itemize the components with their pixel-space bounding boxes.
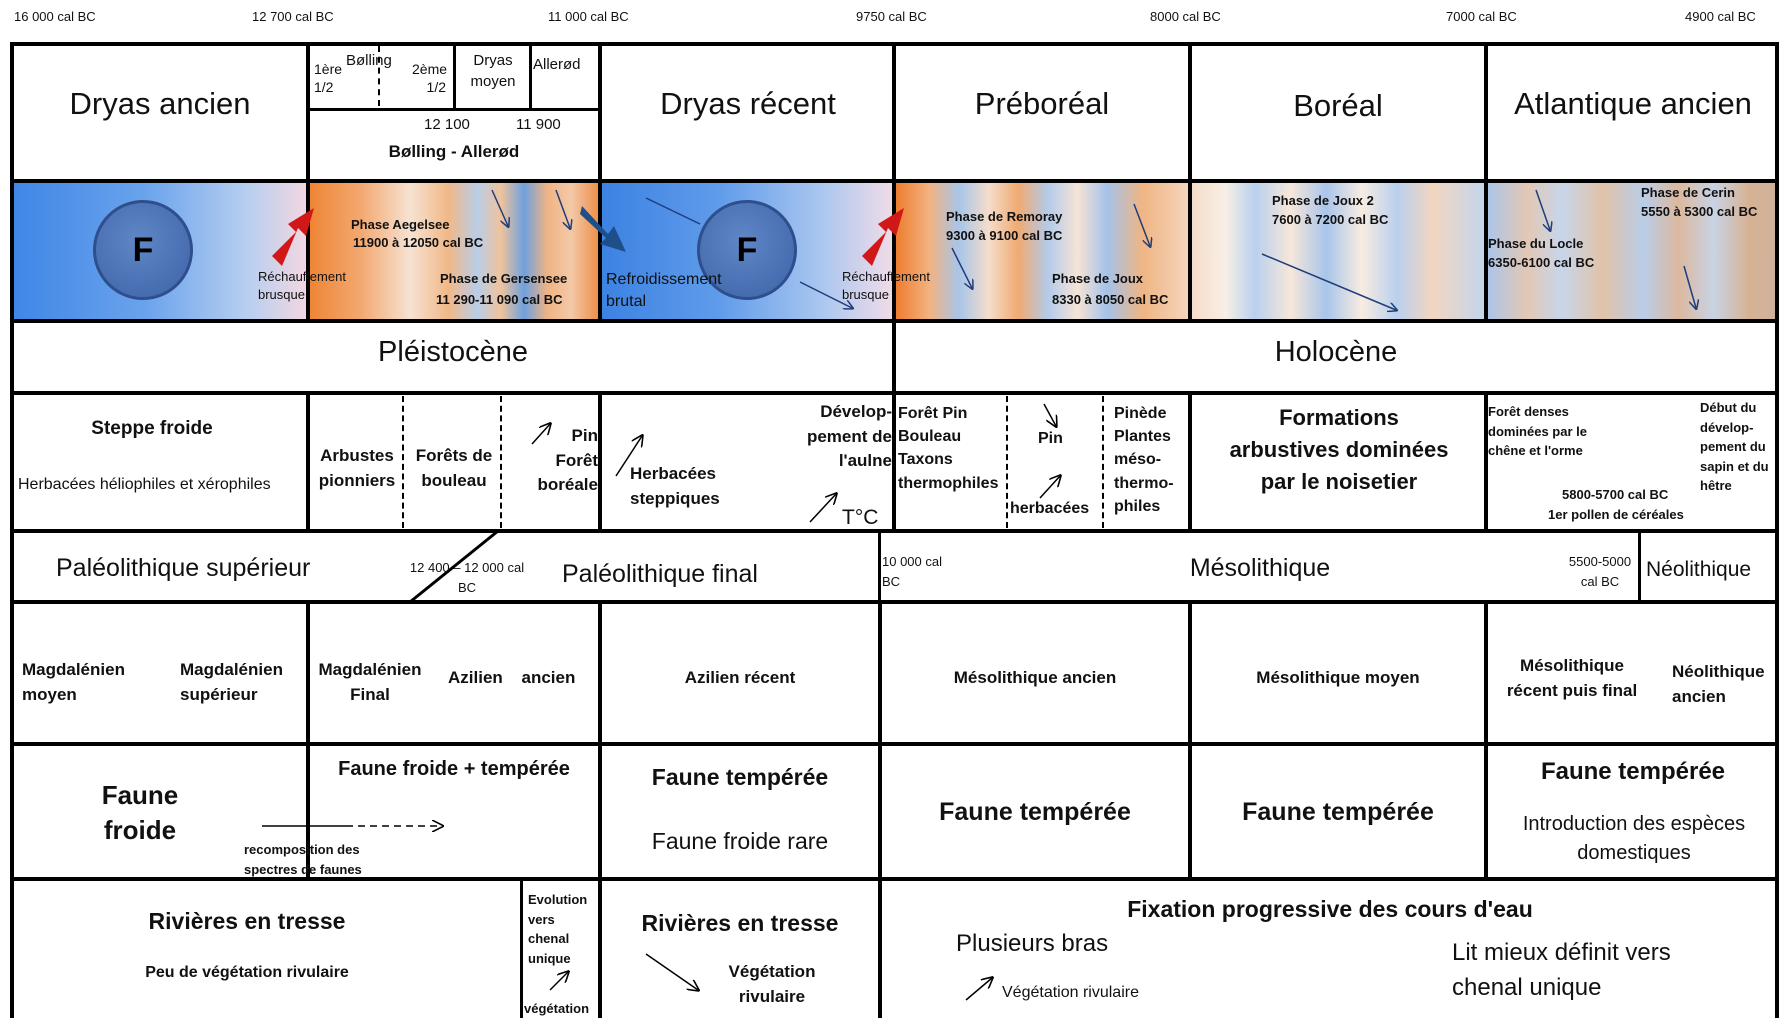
warming-arrow-2 bbox=[862, 208, 904, 266]
period-allerod: Allerød bbox=[533, 56, 581, 73]
phase-locle: Phase du Locle bbox=[1488, 236, 1584, 251]
faune-froide: Faune froide bbox=[101, 780, 179, 846]
gersensee-dates: 11 290-11 090 cal BC bbox=[436, 292, 563, 307]
culture-neolithique: Néolithique bbox=[1646, 558, 1752, 581]
falling-arrow bbox=[1044, 404, 1056, 426]
refroidissement: Refroidissement brutal bbox=[606, 271, 722, 311]
phase-remoray: Phase de Remoray bbox=[946, 209, 1063, 224]
rising-arrow bbox=[810, 494, 836, 522]
epoch-pleistocene: Pléistocène bbox=[378, 336, 528, 368]
bolling-second-half: 2ème 1/2 bbox=[412, 61, 448, 96]
date-12700: 12 700 cal BC bbox=[252, 9, 334, 24]
faune-recomposition: recomposition des spectres de faunes bbox=[244, 842, 362, 878]
ind-magd-sup: Magdalénien supérieur bbox=[180, 660, 283, 704]
phase-gersensee: Phase de Gersensee bbox=[440, 271, 568, 286]
date-9750: 9750 cal BC bbox=[856, 9, 927, 24]
rising-arrow bbox=[1040, 476, 1060, 498]
faune-temperee-4: Faune tempérée bbox=[1540, 758, 1726, 785]
thin-arrow bbox=[1262, 254, 1396, 310]
faune-temperee-3: Faune tempérée bbox=[1242, 798, 1434, 826]
cerin-dates: 5550 à 5300 cal BC bbox=[1641, 204, 1758, 219]
rechauffement-2: Réchauffement brusque bbox=[842, 269, 930, 302]
riviere-arrow bbox=[646, 954, 698, 990]
joux-dates: 8330 à 8050 cal BC bbox=[1052, 292, 1169, 307]
phase-aegelsee: Phase Aegelsee bbox=[351, 217, 450, 232]
culture-mesolithique: Mésolithique bbox=[1189, 554, 1331, 582]
thin-arrow bbox=[1684, 266, 1696, 308]
date-16000: 16 000 cal BC bbox=[14, 9, 96, 24]
bolling-first-half: 1ère 1/2 bbox=[314, 61, 343, 96]
veg-steppe: Steppe froide bbox=[91, 418, 213, 439]
warming-arrow-1 bbox=[272, 208, 314, 266]
thin-arrow bbox=[556, 190, 570, 228]
thin-arrow bbox=[646, 198, 700, 224]
f-symbol-1: F bbox=[93, 200, 193, 300]
riv-veg-rivulaire-small: Végétation rivulaire bbox=[1002, 984, 1139, 1001]
veg-formations: Formations arbustives dominées par le noisetier bbox=[1229, 405, 1449, 494]
thin-arrow bbox=[952, 248, 972, 288]
veg-pinede: Pinède Plantes méso- thermo- philes bbox=[1114, 405, 1174, 515]
riv-tresse-1: Rivières en tresse bbox=[148, 908, 346, 934]
period-preboreal: Préboréal bbox=[974, 86, 1110, 121]
veg-cereales: 1er pollen de céréales bbox=[1548, 507, 1684, 522]
rechauffement-1: Réchauffement brusque bbox=[258, 269, 346, 302]
veg-forets-denses: Forêt denses dominées par le chêne et l'orme bbox=[1488, 404, 1587, 458]
veg-herbacees-helio: Herbacées héliophiles et xérophiles bbox=[18, 476, 271, 493]
thin-arrow bbox=[1134, 204, 1150, 246]
date-8000: 8000 cal BC bbox=[1150, 9, 1221, 24]
ind-magd-final: Magdalénien Final bbox=[318, 660, 422, 704]
period-bolling-allerod: Bølling - Allerød bbox=[388, 142, 520, 161]
period-dryas-recent: Dryas récent bbox=[660, 86, 836, 121]
veg-develop-aulne: Dévelop- pement de l'aulne bbox=[806, 402, 892, 471]
veg-temp: T°C bbox=[842, 506, 879, 529]
date-4900: 4900 cal BC bbox=[1685, 9, 1756, 24]
veg-herbacees-steppiques: Herbacées steppiques bbox=[630, 464, 720, 508]
riv-vegetation-short: végétation bbox=[524, 1001, 590, 1016]
thin-arrow bbox=[492, 190, 508, 226]
date-11900: 11 900 bbox=[516, 116, 561, 133]
culture-date-5500: 5500-5000 cal BC bbox=[1568, 554, 1632, 589]
riv-lit-mieux: Lit mieux définit vers chenal unique bbox=[1452, 939, 1671, 1001]
riv-plusieurs-bras: Plusieurs bras bbox=[956, 930, 1109, 957]
f-symbol-2: F bbox=[697, 200, 797, 300]
riv-fixation: Fixation progressive des cours d'eau bbox=[1127, 896, 1533, 922]
veg-cereales-date: 5800-5700 cal BC bbox=[1562, 487, 1669, 502]
phase-joux2: Phase de Joux 2 bbox=[1272, 193, 1374, 208]
ind-azilien-ancien: Azilien ancien bbox=[448, 668, 576, 687]
culture-date-10000: 10 000 cal BC bbox=[882, 554, 942, 589]
date-12100: 12 100 bbox=[424, 116, 470, 133]
joux2-dates: 7600 à 7200 cal BC bbox=[1272, 212, 1389, 227]
veg-herbacees: herbacées bbox=[1010, 500, 1090, 517]
locle-dates: 6350-6100 cal BC bbox=[1488, 255, 1595, 270]
cooling-arrow bbox=[580, 206, 626, 252]
phase-cerin: Phase de Cerin bbox=[1641, 185, 1735, 200]
culture-paleo-final: Paléolithique final bbox=[562, 560, 758, 588]
veg-foret-pin: Forêt Pin Bouleau Taxons thermophiles bbox=[898, 405, 999, 492]
thin-arrow bbox=[1536, 190, 1550, 230]
riv-peu-veg: Peu de végétation rivulaire bbox=[145, 964, 349, 981]
ind-magd-moyen: Magdalénien moyen bbox=[22, 660, 125, 704]
ind-meso-recent: Mésolithique récent puis final bbox=[1506, 656, 1638, 700]
riv-evolution: Evolution vers chenal unique bbox=[528, 892, 588, 966]
period-boreal: Boréal bbox=[1293, 88, 1383, 123]
riv-veg-rivulaire: Végétation rivulaire bbox=[728, 962, 816, 1006]
veg-pin: Pin bbox=[1038, 430, 1063, 447]
veg-arbustes: Arbustes pionniers bbox=[318, 446, 396, 490]
veg-debut-sapin: Début du dévelop- pement du sapin et du hêtre bbox=[1700, 400, 1769, 493]
riviere-arrow bbox=[966, 978, 992, 1000]
ind-meso-ancien: Mésolithique ancien bbox=[953, 668, 1117, 687]
faune-temperee-2: Faune tempérée bbox=[939, 798, 1131, 826]
aegelsee-dates: 11900 à 12050 cal BC bbox=[353, 235, 484, 250]
riv-tresse-2: Rivières en tresse bbox=[641, 910, 839, 936]
culture-paleo-sup: Paléolithique supérieur bbox=[56, 554, 311, 582]
riviere-arrow bbox=[550, 972, 568, 990]
faune-froide-temperee: Faune froide + tempérée bbox=[338, 758, 570, 780]
phase-joux: Phase de Joux bbox=[1052, 271, 1144, 286]
date-11000: 11 000 cal BC bbox=[548, 9, 629, 24]
faune-introduction: Introduction des espèces domestiques bbox=[1522, 813, 1746, 864]
period-dryas-ancien: Dryas ancien bbox=[69, 86, 251, 121]
thin-arrow bbox=[800, 282, 852, 308]
ind-azilien-recent: Azilien récent bbox=[684, 668, 796, 687]
veg-pin-foret: Pin Forêt boréale bbox=[537, 426, 598, 495]
ind-neo-ancien: Néolithique ancien bbox=[1672, 662, 1765, 706]
culture-date-12400: 12 400 – 12 000 cal BC bbox=[409, 560, 525, 595]
bolling-label: Bølling bbox=[346, 52, 392, 69]
faune-temperee-1: Faune tempérée bbox=[651, 764, 829, 790]
faune-froide-rare: Faune froide rare bbox=[651, 828, 829, 854]
period-dryas-moyen: Dryas moyen bbox=[470, 52, 516, 90]
date-7000: 7000 cal BC bbox=[1446, 9, 1517, 24]
period-atlantique: Atlantique ancien bbox=[1514, 86, 1752, 121]
epoch-holocene: Holocène bbox=[1274, 336, 1398, 368]
remoray-dates: 9300 à 9100 cal BC bbox=[946, 228, 1063, 243]
veg-forets-bouleau: Forêts de bouleau bbox=[415, 446, 493, 490]
ind-meso-moyen: Mésolithique moyen bbox=[1256, 668, 1420, 687]
